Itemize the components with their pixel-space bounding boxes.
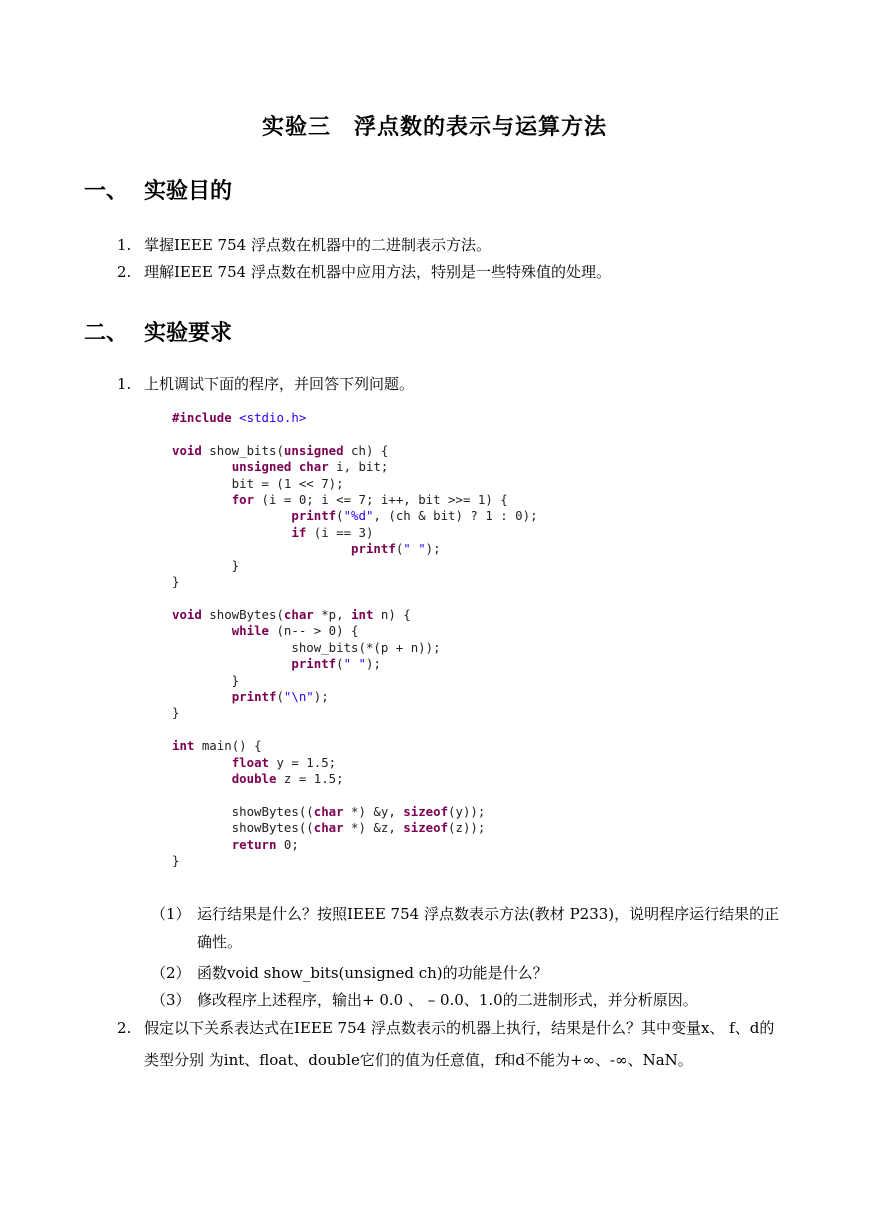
code-line: } bbox=[172, 557, 240, 573]
list-text: 假定以下关系表达式在IEEE 754 浮点数表示的机器上执行，结果是什么？其中变量x、 f、d的类型分别 为int、float、double它们的值为任意值，f和d不能为+∞、-∞、NaN。 bbox=[144, 1019, 775, 1069]
list-text: 掌握IEEE 754 浮点数在机器中的二进制表示方法。 bbox=[144, 236, 491, 254]
section-number: 二、 bbox=[84, 320, 129, 346]
list-number: 1. bbox=[117, 236, 132, 254]
page-title: 实验三 浮点数的表示与运算方法 bbox=[261, 114, 607, 140]
code-line: bit = (1 << 7); bbox=[172, 475, 344, 491]
code-line: printf("%d", (ch & bit) ? 1 : 0); bbox=[291, 508, 538, 524]
list-item bbox=[117, 1012, 787, 1076]
list-number: 2. bbox=[117, 1019, 132, 1037]
question-text: 运行结果是什么？按照IEEE 754 浮点数表示方法(教材 P233)，说明程序运行结果的正确性。 bbox=[197, 905, 780, 951]
code-listing bbox=[172, 410, 538, 869]
code-line: void showBytes(char *p, int n) { bbox=[172, 606, 411, 622]
question-item bbox=[151, 962, 791, 984]
list-item bbox=[117, 261, 611, 283]
section-heading-requirements bbox=[84, 316, 232, 347]
list-number: 2. bbox=[117, 263, 132, 281]
question-number: （1） bbox=[151, 905, 191, 923]
code-line: showBytes((char *) &y, sizeof(y)); bbox=[172, 803, 486, 819]
code-line: while (n-- > 0) { bbox=[231, 623, 359, 639]
code-line: void show_bits(unsigned ch) { bbox=[172, 442, 389, 458]
code-line: } bbox=[172, 705, 180, 721]
list-text: 上机调试下面的程序，并回答下列问题。 bbox=[144, 375, 415, 393]
code-line: #include <stdio.h> bbox=[172, 410, 307, 425]
question-item bbox=[151, 989, 791, 1011]
code-line: if (i == 3) bbox=[291, 524, 374, 540]
code-line: for (i = 0; i <= 7; i++, bit >>= 1) { bbox=[231, 492, 508, 508]
code-line: printf(" "); bbox=[351, 541, 441, 557]
code-line: showBytes((char *) &z, sizeof(z)); bbox=[172, 820, 486, 836]
question-number: （3） bbox=[151, 991, 191, 1009]
code-line: unsigned char i, bit; bbox=[231, 459, 389, 475]
section-heading-purpose bbox=[84, 174, 232, 205]
code-line: int main() { bbox=[172, 738, 262, 754]
section-title: 实验要求 bbox=[144, 320, 233, 346]
code-line: double z = 1.5; bbox=[231, 770, 344, 786]
code-line: printf("\n"); bbox=[231, 688, 329, 704]
section-number: 一、 bbox=[84, 178, 129, 204]
code-line: printf(" "); bbox=[291, 656, 381, 672]
list-number: 1. bbox=[117, 375, 132, 393]
list-item bbox=[117, 373, 414, 395]
code-line: show_bits(*(p + n)); bbox=[172, 639, 441, 655]
code-line: float y = 1.5; bbox=[231, 754, 337, 770]
question-number: （2） bbox=[151, 964, 191, 982]
code-line: } bbox=[172, 672, 240, 688]
code-line: } bbox=[172, 574, 180, 590]
question-text: 修改程序上述程序，输出+ 0.0 、 – 0.0、1.0的二进制形式，并分析原因。 bbox=[197, 991, 698, 1009]
code-line: } bbox=[172, 852, 180, 868]
question-text: 函数void show_bits(unsigned ch)的功能是什么？ bbox=[197, 964, 548, 982]
section-title: 实验目的 bbox=[144, 178, 233, 204]
code-line: return 0; bbox=[231, 836, 299, 852]
question-item bbox=[151, 903, 791, 956]
list-text: 理解IEEE 754 浮点数在机器中应用方法，特别是一些特殊值的处理。 bbox=[144, 263, 611, 281]
list-item bbox=[117, 234, 491, 256]
